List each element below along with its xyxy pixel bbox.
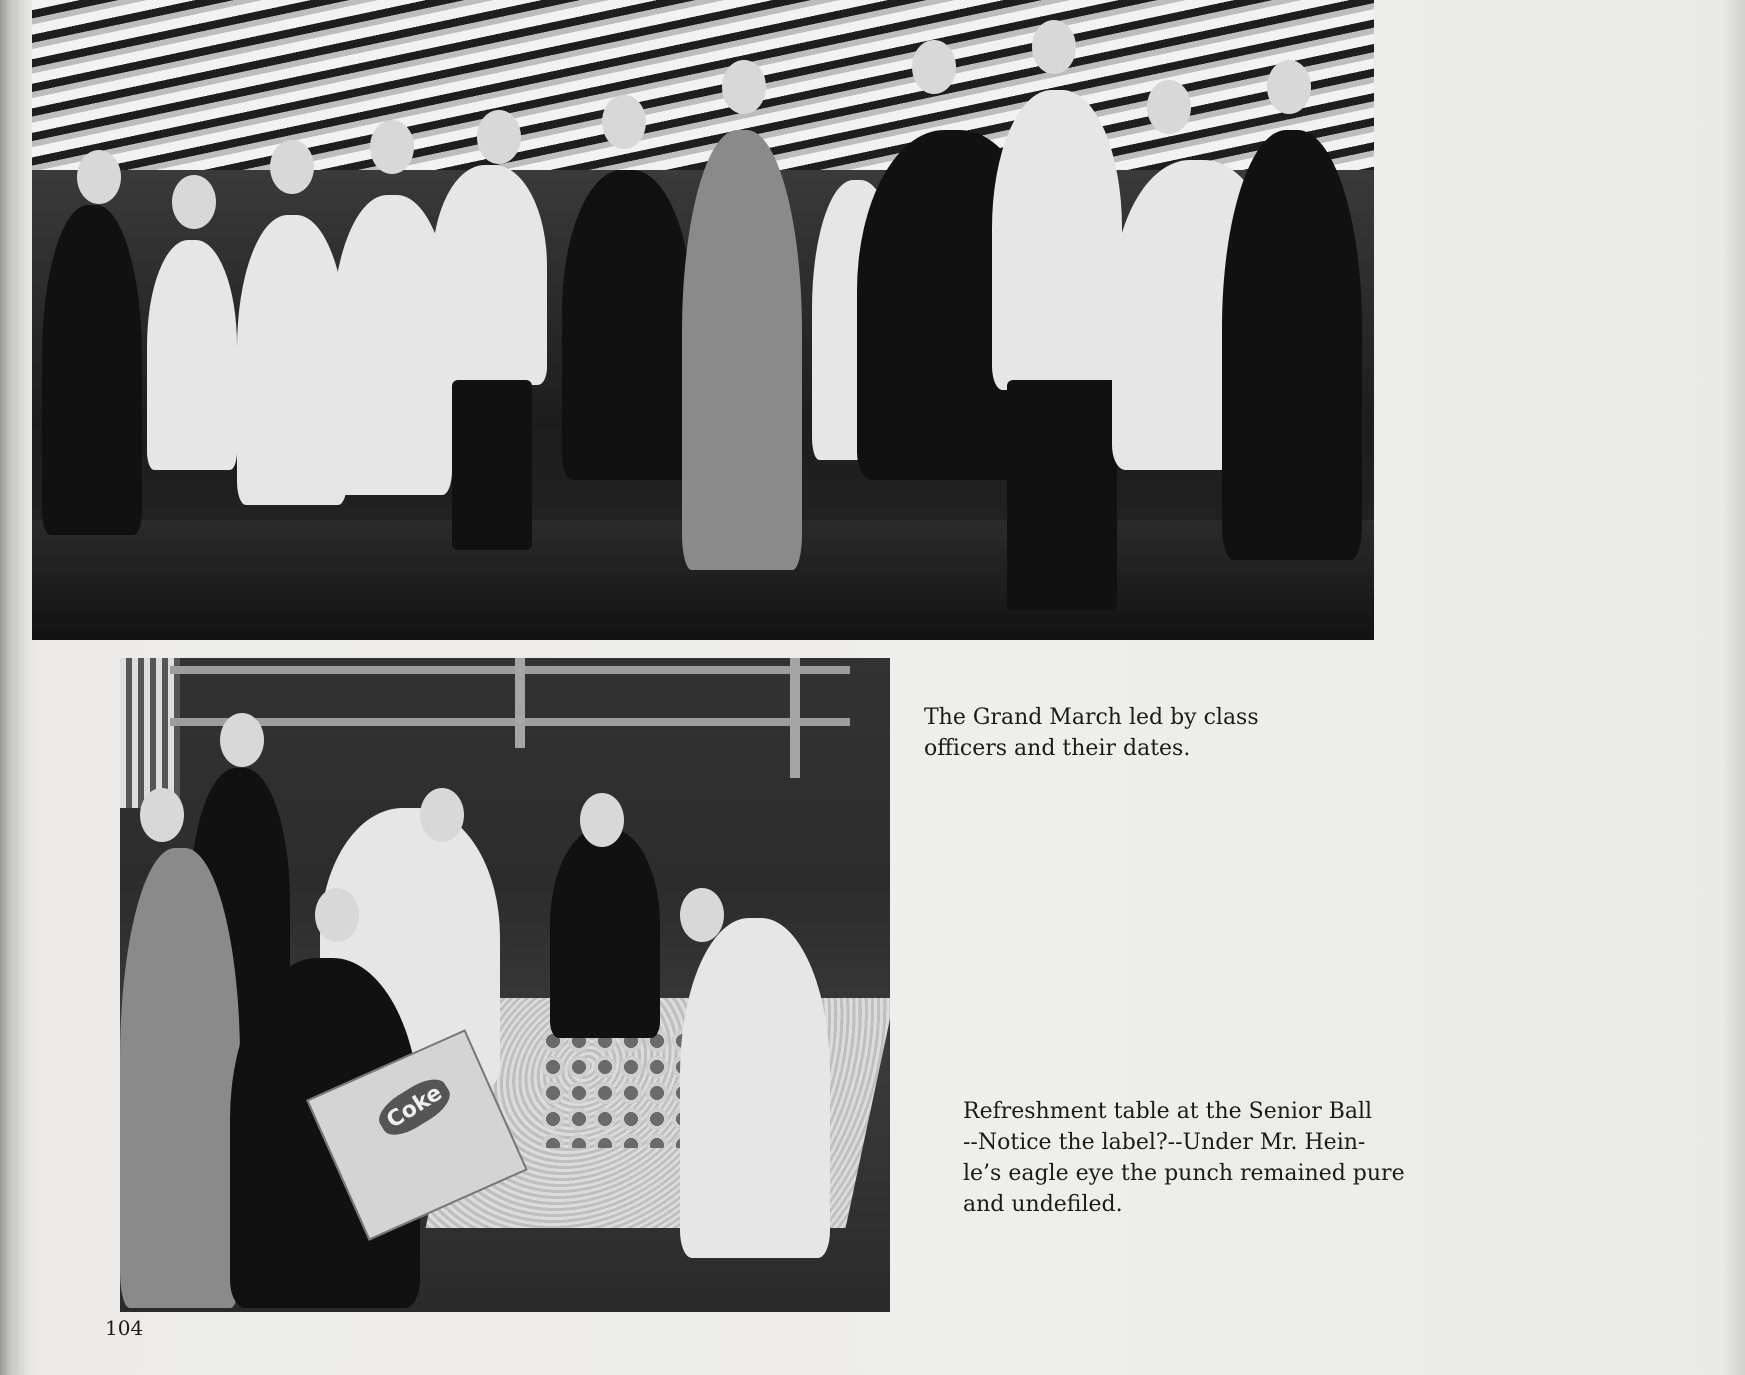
railing bbox=[170, 666, 850, 674]
caption-line: officers and their dates. bbox=[924, 736, 1191, 761]
figure bbox=[237, 215, 347, 505]
figure-head bbox=[140, 788, 184, 842]
figure bbox=[432, 165, 547, 385]
figure-head bbox=[315, 888, 359, 942]
figure-head bbox=[680, 888, 724, 942]
caption-line: le’s eagle eye the punch remained pure bbox=[963, 1161, 1405, 1186]
figure bbox=[682, 130, 802, 570]
caption-line: --Notice the label?--Under Mr. Hein- bbox=[963, 1130, 1366, 1155]
caption-line: The Grand March led by class bbox=[924, 705, 1259, 730]
railing bbox=[170, 718, 850, 726]
figure-head bbox=[420, 788, 464, 842]
figure bbox=[147, 240, 237, 470]
grand-march-caption bbox=[924, 702, 1404, 764]
figure-head bbox=[1032, 20, 1076, 74]
caption-line: Refreshment table at the Senior Ball bbox=[963, 1099, 1373, 1124]
page-number: 104 bbox=[105, 1316, 144, 1340]
figure bbox=[550, 828, 660, 1038]
figure bbox=[452, 380, 532, 550]
figure-head bbox=[722, 60, 766, 114]
figure bbox=[1007, 380, 1117, 610]
caption-line: and undefiled. bbox=[963, 1192, 1123, 1217]
railing-post bbox=[515, 658, 525, 748]
figure bbox=[992, 90, 1122, 390]
coke-logo: Coke bbox=[372, 1071, 456, 1143]
railing-post bbox=[790, 658, 800, 778]
page-binding bbox=[0, 0, 28, 1375]
figure bbox=[120, 848, 240, 1308]
figure bbox=[42, 205, 142, 535]
flag bbox=[120, 658, 180, 808]
figure-head bbox=[270, 140, 314, 194]
figure bbox=[562, 170, 692, 480]
figure-head bbox=[1147, 80, 1191, 134]
figure-head bbox=[580, 793, 624, 847]
grand-march-photo bbox=[32, 0, 1374, 640]
figure-head bbox=[1267, 60, 1311, 114]
refreshment-photo bbox=[120, 658, 890, 1312]
page-edge-shadow bbox=[1723, 0, 1745, 1375]
figure-head bbox=[477, 110, 521, 164]
figure bbox=[680, 918, 830, 1258]
figure-head bbox=[912, 40, 956, 94]
figure-head bbox=[172, 175, 216, 229]
figure-head bbox=[77, 150, 121, 204]
refreshment-caption bbox=[963, 1096, 1523, 1220]
figure-head bbox=[602, 95, 646, 149]
figure-head bbox=[370, 120, 414, 174]
figure-head bbox=[220, 713, 264, 767]
figure bbox=[1222, 130, 1362, 560]
